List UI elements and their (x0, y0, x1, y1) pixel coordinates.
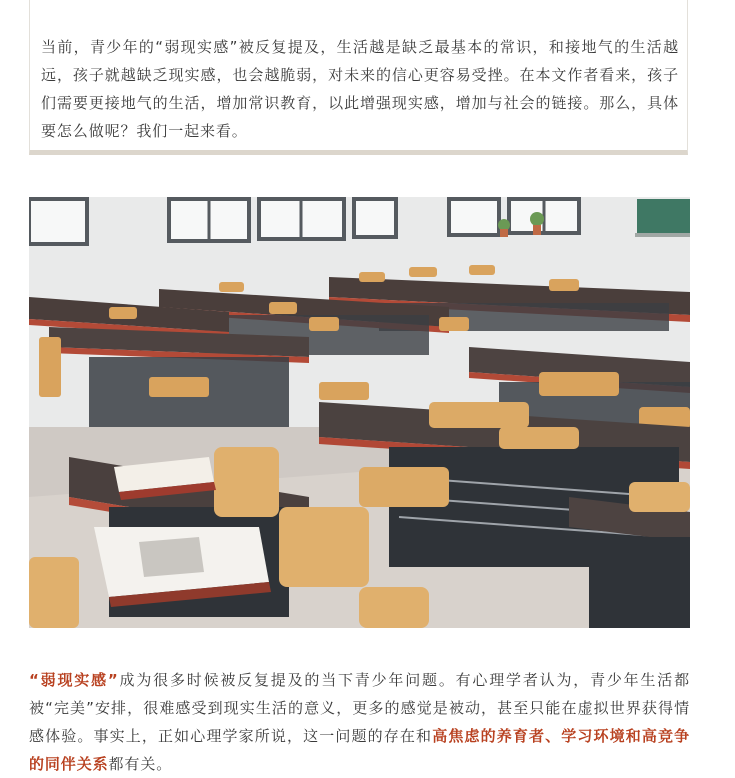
body-text-part-1: 成为很多时候被反复提及的当下青少年问题。有心理学者认为，青少年生活都被“完美”安排，很难感受到现实生活的意义，更多的感觉是被动，甚至只能在虚拟世界获得情感体验。事实上，正如心理学家所说，这一问题的存在和 (29, 671, 690, 745)
classroom-photo (29, 197, 690, 628)
highlight-phrase: 高焦虑的养育者、学习环境和高竞争的同伴关系 (29, 727, 690, 773)
intro-summary-box (29, 0, 688, 155)
intro-paragraph: 当前，青少年的“弱现实感”被反复提及，生活越是缺乏最基本的常识，和接地气的生活越远，孩子就越缺乏现实感，也会越脆弱，对未来的信心更容易受挫。在本文作者看来，孩子们需要更接地气的生活，增加常识教育，以此增强现实感，增加与社会的链接。那么，具体要怎么做呢？我们一起来看。 (41, 38, 679, 140)
highlight-term: “弱现实感” (29, 671, 119, 689)
body-paragraph (29, 666, 690, 778)
body-text-part-2: 都有关。 (108, 755, 173, 773)
